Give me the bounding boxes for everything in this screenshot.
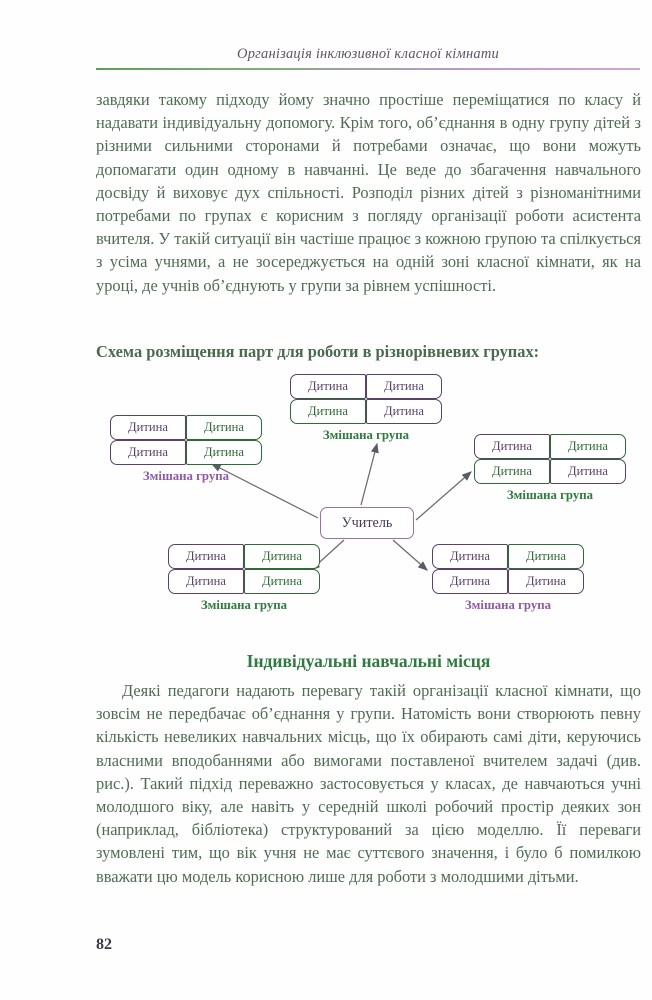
arrow-to-right-group [416,472,471,520]
paragraph-2-text: Деякі педагоги надають перевагу такій організації класної кімнати, що зовсім не передбачає об’єднання у групи. Натомість вони створюють певну кількість невеликих навчальних місць, що їх обирають самі діти, керуючись власними вподобаннями або вимогами поставленої вчителем задачі (див. рис.). Такий підхід переважно застосовується у класах, де навчаються учні молодшого віку, але навіть у середній школі робочий простір деяких зон (наприклад, бібліотека) структурований за цією моделлю. Її переваги зумовлені тим, що вік учня не має суттєвого значення, і було б помилкою вважати цю модель корисною лише для роботи з молодшими дітьми. [96,681,641,886]
desk-label: Дитина [186,549,226,564]
group-label: Змішана група [464,598,552,612]
desk-cell [110,440,186,465]
desk-label: Дитина [450,574,490,589]
desk-grid [168,544,320,594]
desk-label: Дитина [384,404,424,419]
desk-cell [110,415,186,440]
desk-cell [290,399,366,424]
desk-cell [432,569,508,594]
running-head: Організація інклюзивної класної кімнати [237,46,499,62]
desk-grid [290,374,442,424]
group-label: Змішана група [200,598,288,612]
desk-label: Дитина [492,439,532,454]
paragraph-1-text: завдяки такому підходу йому значно простіше переміщатися по класу й надавати індивідуальну допомогу. Крім того, об’єднання в одну групу дітей з різними сильними сторонами й потребами означає, що вони можуть допомагати один одному в навчанні. Це веде до збагачення навчального досвіду й виховує дух спільності. Розподіл різних дітей з різноманітними потребами по групах є корисним з погляду організації роботи асистента вчителя. У такій ситуації він частіше працює з кожною групою та спілкується з усіма учнями, а не зосереджується на одній зоні класної кімнати, як на уроці, де учнів об’єднують у групи за рівнем успішності. [96,90,641,295]
body-paragraph-2 [96,679,641,888]
desk-cell [474,434,550,459]
desk-label: Дитина [262,574,302,589]
group-label: Змішана група [142,469,230,483]
desk-label: Дитина [128,420,168,435]
desk-cell [550,459,626,484]
desk-grid [110,415,262,465]
desk-cell [290,374,366,399]
desk-label: Дитина [128,445,168,460]
desk-label: Дитина [204,420,244,435]
desk-label: Дитина [308,379,348,394]
group-label: Змішана група [506,488,594,502]
desk-cell [366,399,442,424]
desk-label: Дитина [568,464,608,479]
desk-cell [508,544,584,569]
desk-label: Дитина [186,574,226,589]
desk-cell [244,569,320,594]
desk-cell [508,569,584,594]
desk-cell [244,544,320,569]
desk-label: Дитина [204,445,244,460]
desk-group-bottom-left [168,544,320,613]
desk-label: Дитина [526,574,566,589]
desk-cell [366,374,442,399]
desk-cell [168,544,244,569]
desk-label: Дитина [526,549,566,564]
page-number: 82 [96,936,112,953]
arrow-to-top-group [361,444,377,505]
seating-arrangement-diagram [96,372,641,644]
desk-group-left [110,415,262,484]
desk-group-bottom-right [432,544,584,613]
desk-cell [186,415,262,440]
desk-cell [432,544,508,569]
desk-label: Дитина [384,379,424,394]
body-paragraph-1 [96,88,641,297]
desk-grid [432,544,584,594]
desk-group-top [290,374,442,443]
arrow-to-bottom-right-group [393,540,427,570]
diagram-subheading-text: Схема розміщення парт для роботи в різнорівневих групах: [96,342,540,361]
desk-grid [474,434,626,484]
desk-label: Дитина [262,549,302,564]
desk-group-right [474,434,626,503]
desk-label: Дитина [568,439,608,454]
desk-cell [168,569,244,594]
desk-cell [550,434,626,459]
teacher-label: Учитель [341,514,393,531]
desk-label: Дитина [492,464,532,479]
header-rule [96,68,640,70]
section-heading: Індивідуальні навчальні місця [246,651,491,671]
desk-cell [186,440,262,465]
teacher-node [320,507,414,539]
desk-label: Дитина [308,404,348,419]
desk-label: Дитина [450,549,490,564]
group-label: Змішана група [322,428,410,442]
diagram-subheading [96,340,641,363]
desk-cell [474,459,550,484]
